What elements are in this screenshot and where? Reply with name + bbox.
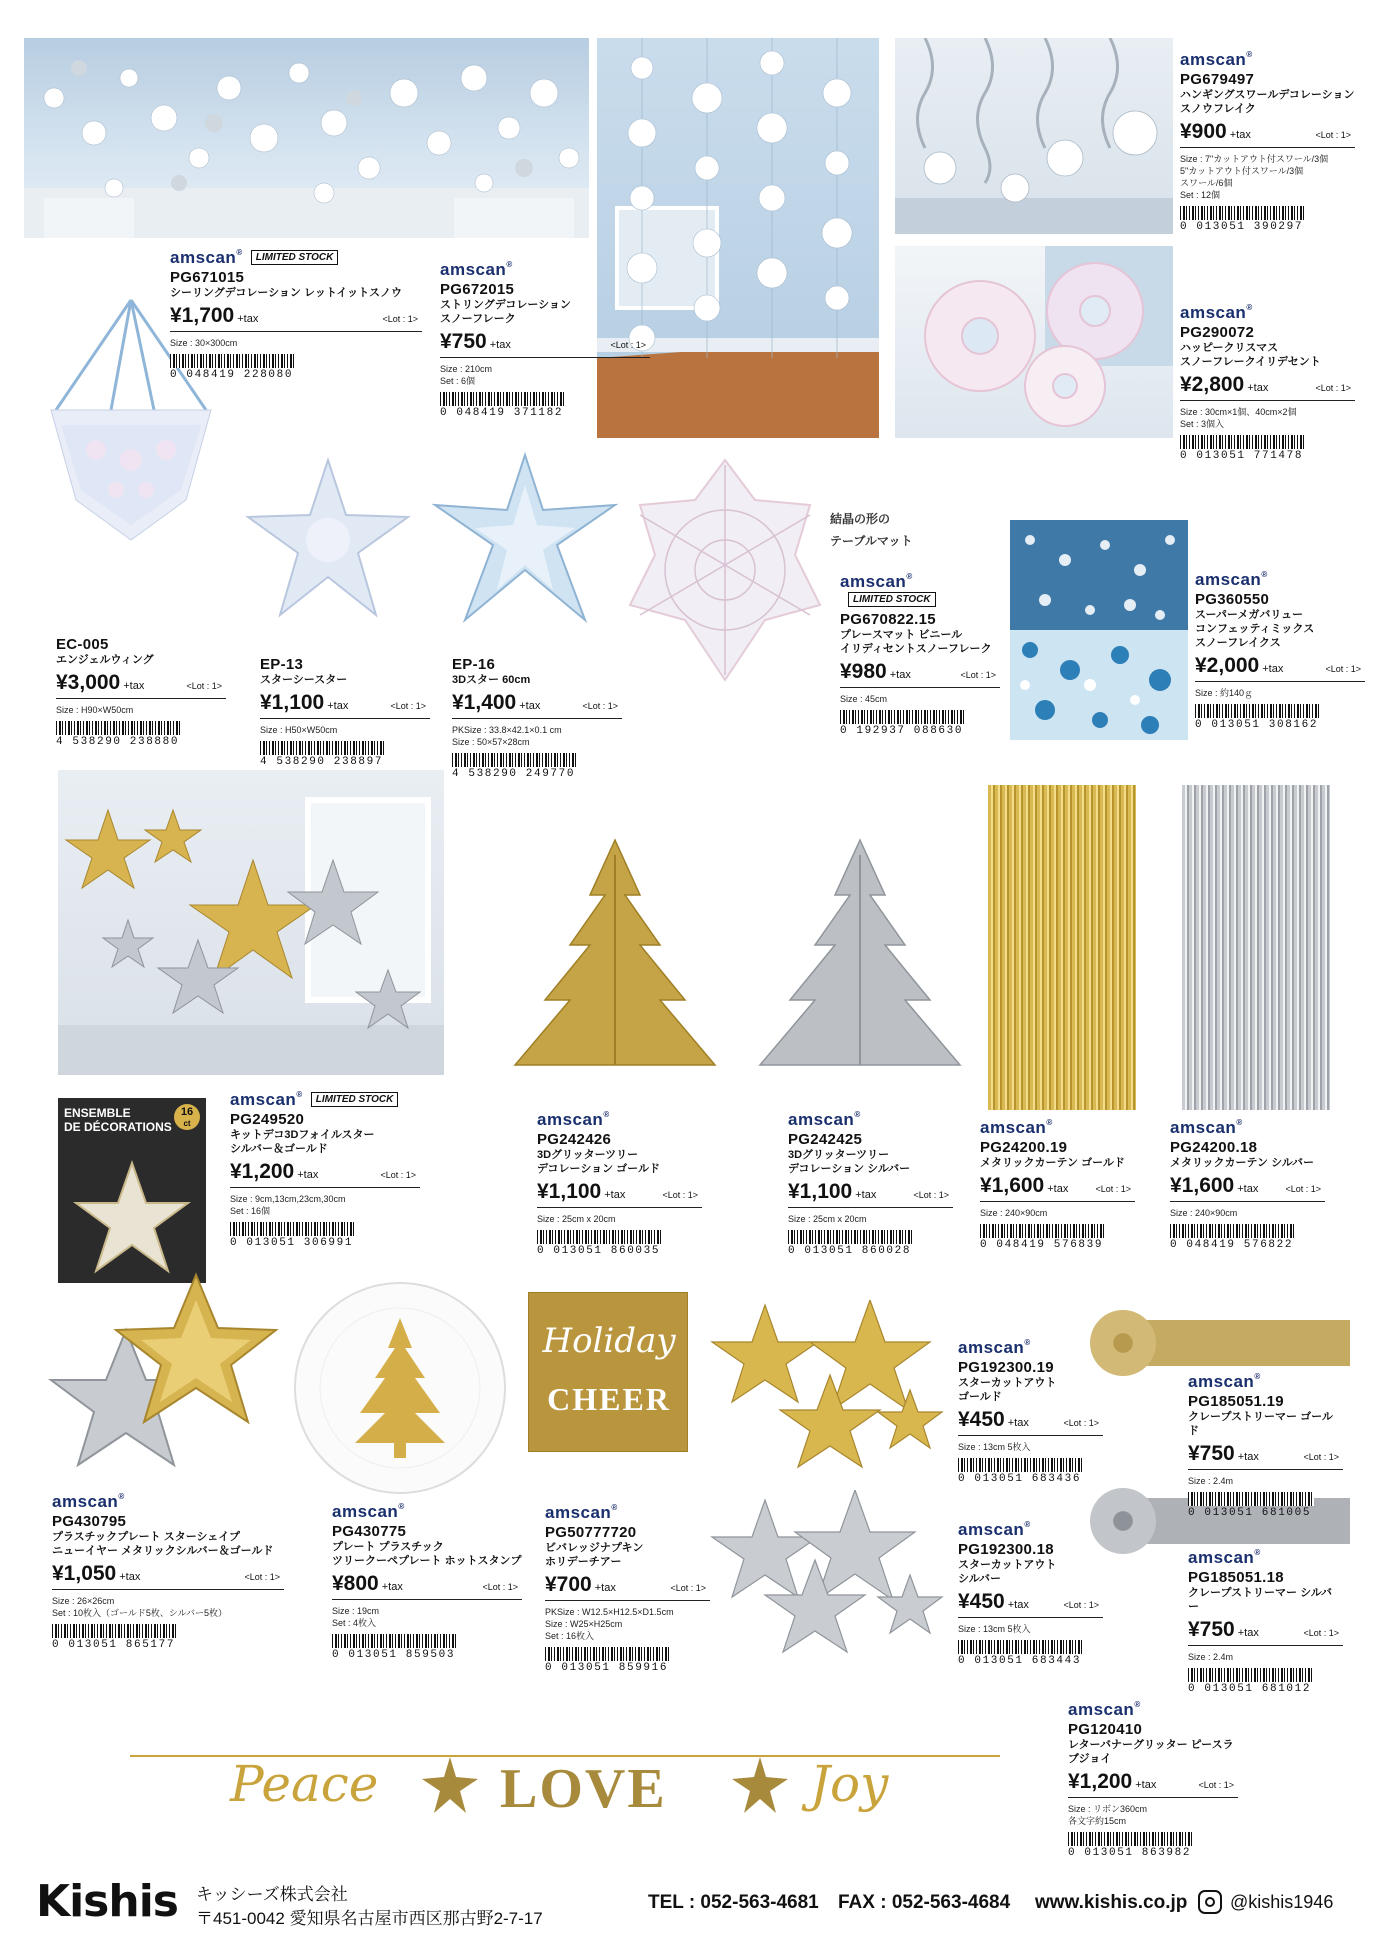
- brand-logo: amscan ®: [170, 248, 243, 268]
- tax-label: +tax: [1007, 1599, 1029, 1611]
- tax-label: +tax: [489, 339, 511, 351]
- product-spec: Size : 19cm: [332, 1606, 380, 1616]
- barcode-bars: [545, 1647, 671, 1661]
- product-code: PG185051.19: [1188, 1393, 1284, 1410]
- product-name: 3Dグリッターツリー: [788, 1149, 890, 1161]
- tax-label: +tax: [1007, 1417, 1029, 1429]
- product-code: PG290072: [1180, 324, 1255, 341]
- product-spec: Size : 30cm×1個、40cm×2個: [1180, 407, 1297, 417]
- product-price: ¥2,000: [1195, 654, 1260, 677]
- product-spec: Size : 2.4m: [1188, 1652, 1234, 1662]
- product-name: コンフェッティミックス: [1195, 623, 1315, 635]
- product-spec: Size : H50×W50cm: [260, 725, 338, 735]
- barcode-number: 0 048419 576822: [1170, 1239, 1294, 1251]
- product-spec: Size : 25cm x 20cm: [788, 1214, 867, 1224]
- product-price: ¥450: [958, 1590, 1005, 1613]
- product-name: 3Dスター 60cm: [452, 674, 531, 686]
- product-name: プレースマット ビニール: [840, 629, 963, 641]
- product-name: イリディセントスノーフレーク: [840, 643, 992, 655]
- lot-label: <Lot : 1>: [913, 1190, 949, 1200]
- product-spec: Size : H90×W50cm: [56, 705, 134, 715]
- product-p5: [56, 635, 226, 748]
- tax-label: +tax: [889, 669, 911, 681]
- product-p16: [332, 1502, 522, 1661]
- product-price: ¥1,400: [452, 691, 517, 714]
- brand-logo: amscan ®: [440, 260, 513, 280]
- product-code: PG185051.18: [1188, 1569, 1284, 1586]
- product-spec: Set : 6個: [440, 376, 476, 386]
- product-code: EP-13: [260, 656, 304, 673]
- tax-label: +tax: [519, 700, 541, 712]
- barcode-number: 0 048419 228080: [170, 369, 294, 381]
- product-p11: [537, 1110, 702, 1257]
- tax-label: +tax: [237, 313, 259, 325]
- product-name: ストリングデコレーション: [440, 299, 571, 311]
- product-price: ¥1,100: [537, 1180, 602, 1203]
- limited-stock-badge: LIMITED STOCK: [311, 1092, 399, 1107]
- product-name: クレープストリーマー ゴールド: [1188, 1411, 1333, 1437]
- product-code: PG670822.15: [840, 611, 936, 628]
- product-p3: [1180, 50, 1355, 233]
- barcode-bars: [332, 1634, 458, 1648]
- tax-label: +tax: [1262, 663, 1284, 675]
- product-price: ¥750: [1188, 1442, 1235, 1465]
- barcode-number: 0 013051 859503: [332, 1649, 456, 1661]
- tax-label: +tax: [123, 680, 145, 692]
- product-price: ¥900: [1180, 120, 1227, 143]
- product-code: PG360550: [1195, 591, 1270, 608]
- photo-gold-curtain: [988, 785, 1136, 1110]
- barcode-bars: [1188, 1668, 1314, 1682]
- brand-logo: amscan ®: [332, 1502, 405, 1522]
- product-p8: [840, 572, 1000, 737]
- photo-swirl-snowflake: [895, 38, 1173, 234]
- photo-gold-star-cutouts: [710, 1300, 945, 1470]
- product-name: エンジェルウィング: [56, 654, 154, 666]
- product-code: PG50777720: [545, 1524, 637, 1541]
- lot-label: <Lot : 1>: [244, 1572, 280, 1582]
- product-name: プラスチックプレート スターシェイプ: [52, 1531, 240, 1543]
- barcode-number: 0 013051 863982: [1068, 1847, 1192, 1859]
- product-price: ¥1,200: [1068, 1770, 1133, 1793]
- product-name: シルバー: [958, 1573, 1001, 1585]
- barcode-bars: [840, 710, 966, 724]
- product-name: スターシースター: [260, 674, 348, 686]
- brand-logo: amscan ®: [1188, 1372, 1261, 1392]
- brand-logo: amscan ®: [1188, 1548, 1261, 1568]
- product-spec: Set : 3個入: [1180, 419, 1225, 429]
- product-p22: [1068, 1700, 1238, 1859]
- barcode-number: 4 538290 238897: [260, 756, 384, 768]
- brand-logo: amscan ®: [1068, 1700, 1141, 1720]
- barcode-bars: [1180, 435, 1306, 449]
- tax-label: +tax: [604, 1189, 626, 1201]
- lot-label: <Lot : 1>: [1315, 130, 1351, 140]
- product-spec: Size : 約140ｇ: [1195, 688, 1254, 698]
- tax-label: +tax: [327, 700, 349, 712]
- product-code: PG192300.18: [958, 1541, 1054, 1558]
- barcode-number: 0 013051 865177: [52, 1639, 176, 1651]
- brand-logo: amscan ®: [788, 1110, 861, 1130]
- product-name: キットデコ3Dフォイルスター: [230, 1129, 375, 1141]
- footer-address: 〒451-0042 愛知県名古屋市西区那古野2-7-17: [196, 1909, 543, 1928]
- barcode-number: 0 013051 306991: [230, 1237, 354, 1249]
- product-spec: Size : 30×300cm: [170, 338, 238, 348]
- package-count-badge: 16 ct: [174, 1104, 200, 1130]
- barcode-number: 0 013051 860028: [788, 1245, 912, 1257]
- product-price: ¥800: [332, 1572, 379, 1595]
- photo-iridescent-fans: [895, 246, 1173, 438]
- product-price: ¥980: [840, 660, 887, 683]
- lot-label: <Lot : 1>: [670, 1583, 706, 1593]
- product-code: PG430775: [332, 1523, 407, 1540]
- brand-logo: amscan ®: [1180, 50, 1253, 70]
- product-p15: [52, 1492, 284, 1651]
- lot-label: <Lot : 1>: [1303, 1628, 1339, 1638]
- lot-label: <Lot : 1>: [390, 701, 426, 711]
- lot-label: <Lot : 1>: [610, 340, 646, 350]
- product-price: ¥1,600: [1170, 1174, 1235, 1197]
- product-p17: [545, 1503, 710, 1674]
- lot-label: <Lot : 1>: [1325, 664, 1361, 674]
- lot-label: <Lot : 1>: [1198, 1780, 1234, 1790]
- brand-logo: amscan ®: [230, 1090, 303, 1110]
- product-code: PG24200.19: [980, 1139, 1068, 1156]
- product-spec: Size : 240×90cm: [1170, 1208, 1238, 1218]
- product-p19: [1188, 1372, 1343, 1519]
- product-spec: Set : 12個: [1180, 190, 1221, 200]
- lot-label: <Lot : 1>: [960, 670, 996, 680]
- product-p20: [958, 1520, 1103, 1667]
- brand-logo: amscan ®: [840, 572, 913, 592]
- tax-label: +tax: [1047, 1183, 1069, 1195]
- package-title: ENSEMBLE DE DÉCORATIONS: [64, 1106, 172, 1134]
- barcode-number: 0 013051 771478: [1180, 450, 1304, 462]
- product-name: スーパーメガバリュー: [1195, 609, 1304, 621]
- product-code: PG672015: [440, 281, 515, 298]
- tax-label: +tax: [1237, 1183, 1259, 1195]
- product-code: PG242426: [537, 1131, 612, 1148]
- product-name: スターカットアウト: [958, 1377, 1057, 1389]
- lot-label: <Lot : 1>: [1285, 1184, 1321, 1194]
- barcode-number: 0 013051 859916: [545, 1662, 669, 1674]
- product-name: デコレーション シルバー: [788, 1163, 911, 1175]
- lot-label: <Lot : 1>: [382, 314, 418, 324]
- product-p14: [1170, 1118, 1325, 1251]
- product-code: PG242425: [788, 1131, 863, 1148]
- product-p21: [1188, 1548, 1343, 1695]
- tax-label: +tax: [594, 1582, 616, 1594]
- product-code: EC-005: [56, 636, 109, 653]
- barcode-bars: [56, 721, 182, 735]
- footer-fax: FAX : 052-563-4684: [838, 1892, 1011, 1913]
- product-name: ハンギングスワールデコレーション: [1180, 89, 1355, 101]
- product-p12: [788, 1110, 953, 1257]
- barcode-bars: [1188, 1492, 1314, 1506]
- barcode-bars: [1180, 206, 1306, 220]
- product-price: ¥3,000: [56, 671, 121, 694]
- brand-logo: amscan ®: [1195, 570, 1268, 590]
- product-name: メタリックカーテン シルバー: [1170, 1157, 1315, 1169]
- product-code: PG679497: [1180, 71, 1255, 88]
- product-spec: Size : 25cm x 20cm: [537, 1214, 616, 1224]
- product-spec: 各文字約15cm: [1068, 1816, 1127, 1826]
- photo-star-plates: [36, 1270, 286, 1490]
- product-spec: PKSize : W12.5×H12.5×D1.5cm: [545, 1607, 674, 1617]
- product-name: ニューイヤー メタリックシルバー＆ゴールド: [52, 1545, 274, 1557]
- barcode-number: 0 013051 308162: [1195, 719, 1319, 731]
- product-spec: Size : 9cm,13cm,23cm,30cm: [230, 1194, 346, 1204]
- product-price: ¥450: [958, 1408, 1005, 1431]
- product-price: ¥2,800: [1180, 373, 1245, 396]
- limited-stock-badge: LIMITED STOCK: [848, 592, 936, 607]
- product-name: レターバナーグリッター ピースラブジョイ: [1068, 1739, 1234, 1765]
- lot-label: <Lot : 1>: [482, 1582, 518, 1592]
- product-p1: [170, 248, 422, 381]
- lot-label: <Lot : 1>: [380, 1170, 416, 1180]
- barcode-number: 4 538290 238880: [56, 736, 180, 748]
- product-spec: Set : 16個: [230, 1206, 271, 1216]
- napkin-script-text: Holiday: [542, 1321, 676, 1361]
- photo-hanging-stars: [58, 770, 444, 1075]
- lot-label: <Lot : 1>: [662, 1190, 698, 1200]
- product-p2: [440, 260, 650, 419]
- product-spec: Size : 240×90cm: [980, 1208, 1048, 1218]
- product-name: ハッピークリスマス: [1180, 342, 1279, 354]
- brand-logo: amscan ®: [958, 1338, 1031, 1358]
- brand-logo: amscan ®: [1180, 303, 1253, 323]
- product-name: ツリークーペプレート ホットスタンプ: [332, 1555, 522, 1567]
- barcode-bars: [958, 1640, 1084, 1654]
- lot-label: <Lot : 1>: [1315, 383, 1351, 393]
- tax-label: +tax: [855, 1189, 877, 1201]
- product-price: ¥700: [545, 1573, 592, 1596]
- lot-label: <Lot : 1>: [1063, 1418, 1099, 1428]
- footer-logo: Kishis: [36, 1876, 178, 1927]
- barcode-bars: [170, 354, 296, 368]
- product-code: PG671015: [170, 269, 245, 286]
- product-price: ¥1,200: [230, 1160, 295, 1183]
- product-price: ¥1,600: [980, 1174, 1045, 1197]
- product-spec: Size : リボン360cm: [1068, 1804, 1148, 1814]
- barcode-bars: [980, 1224, 1106, 1238]
- lot-label: <Lot : 1>: [1303, 1452, 1339, 1462]
- banner-peace-text: Peace: [230, 1755, 379, 1813]
- photo-tree-plate: [290, 1278, 510, 1498]
- brand-logo: amscan ®: [1170, 1118, 1243, 1138]
- footer-tel: TEL : 052-563-4681: [648, 1892, 819, 1913]
- product-name: スノーフレイクス: [1195, 637, 1281, 649]
- photo-gold-tree: [500, 835, 730, 1095]
- lot-label: <Lot : 1>: [582, 701, 618, 711]
- product-price: ¥750: [440, 330, 487, 353]
- product-code: PG192300.19: [958, 1359, 1054, 1376]
- brand-logo: amscan ®: [958, 1520, 1031, 1540]
- photo-kit-package: [58, 1098, 206, 1283]
- product-code: PG430795: [52, 1513, 127, 1530]
- product-name: メタリックカーテン ゴールド: [980, 1157, 1125, 1169]
- product-price: ¥1,100: [788, 1180, 853, 1203]
- footer: [0, 1858, 1384, 1956]
- brand-logo: amscan ®: [980, 1118, 1053, 1138]
- photo-ceiling-snowflakes: [24, 38, 589, 238]
- instagram-icon: [1198, 1890, 1222, 1914]
- product-name: 3Dグリッターツリー: [537, 1149, 639, 1161]
- photo-star-sea-star: [238, 455, 418, 625]
- tax-label: +tax: [119, 1571, 141, 1583]
- barcode-number: 0 013051 390297: [1180, 221, 1304, 233]
- banner-love-text: LOVE: [500, 1758, 667, 1820]
- brand-logo: amscan ®: [52, 1492, 125, 1512]
- photo-silver-tree: [745, 835, 975, 1095]
- brand-logo: amscan ®: [545, 1503, 618, 1523]
- product-price: ¥1,700: [170, 304, 235, 327]
- product-p7: [452, 655, 622, 780]
- product-code: PG24200.18: [1170, 1139, 1258, 1156]
- photo-peace-love-joy-banner: [130, 1725, 1000, 1835]
- photo-silver-star-cutouts: [705, 1490, 945, 1660]
- lot-label: <Lot : 1>: [1095, 1184, 1131, 1194]
- barcode-number: 0 013051 683443: [958, 1655, 1082, 1667]
- product-name: ビバレッジナプキン: [545, 1542, 644, 1554]
- barcode-bars: [1195, 704, 1321, 718]
- barcode-bars: [1068, 1832, 1194, 1846]
- product-name: スノーフレークイリデセント: [1180, 356, 1321, 368]
- product-p10: [230, 1090, 420, 1249]
- tax-label: +tax: [381, 1581, 403, 1593]
- napkin-block-text: CHEER: [547, 1381, 671, 1417]
- barcode-bars: [788, 1230, 914, 1244]
- product-name: ホリデーチアー: [545, 1556, 622, 1568]
- product-spec: 5"カットアウト付スワール/3個: [1180, 166, 1304, 176]
- product-spec: Set : 16枚入: [545, 1631, 595, 1641]
- footer-instagram: @kishis1946: [1230, 1892, 1334, 1912]
- product-price: ¥1,100: [260, 691, 325, 714]
- photo-placemat-snowflake: [625, 455, 825, 685]
- product-spec: Size : 7"カットアウト付スワール/3個: [1180, 154, 1329, 164]
- photo-silver-curtain: [1182, 785, 1330, 1110]
- barcode-bars: [537, 1230, 663, 1244]
- lot-label: <Lot : 1>: [1063, 1600, 1099, 1610]
- product-name: ゴールド: [958, 1391, 1002, 1403]
- barcode-number: 0 013051 681012: [1188, 1683, 1312, 1695]
- product-p6: [260, 655, 430, 768]
- photo-holiday-cheer-napkin: [528, 1292, 688, 1452]
- barcode-number: 0 048419 576839: [980, 1239, 1104, 1251]
- barcode-number: 0 192937 088630: [840, 725, 964, 737]
- barcode-number: 4 538290 249770: [452, 768, 576, 780]
- barcode-bars: [52, 1624, 178, 1638]
- product-p9: [1195, 570, 1365, 731]
- tax-label: +tax: [1135, 1779, 1157, 1791]
- footer-company: キッシーズ株式会社: [196, 1885, 348, 1904]
- lot-label: <Lot : 1>: [186, 681, 222, 691]
- product-code: PG249520: [230, 1111, 305, 1128]
- barcode-number: 0 013051 681005: [1188, 1507, 1312, 1519]
- product-spec: スワール/6個: [1180, 178, 1233, 188]
- product-spec: PKSize : 33.8×42.1×0.1 cm: [452, 725, 562, 735]
- product-p4: [1180, 303, 1355, 462]
- product-p18: [958, 1338, 1103, 1485]
- product-spec: Size : 26×26cm: [52, 1596, 115, 1606]
- product-code: PG120410: [1068, 1721, 1143, 1738]
- product-name: プレート プラスチック: [332, 1541, 444, 1553]
- barcode-number: 0 013051 860035: [537, 1245, 661, 1257]
- limited-stock-badge: LIMITED STOCK: [251, 250, 339, 265]
- barcode-number: 0 013051 683436: [958, 1473, 1082, 1485]
- barcode-bars: [958, 1458, 1084, 1472]
- product-spec: Size : 45cm: [840, 694, 888, 704]
- photo-3d-star: [425, 450, 625, 630]
- tax-label: +tax: [1247, 382, 1269, 394]
- product-code: EP-16: [452, 656, 496, 673]
- product-name: スノウフレイク: [1180, 103, 1256, 115]
- product-name: スノーフレーク: [440, 313, 516, 325]
- product-spec: Size : 13cm 5枚入: [958, 1624, 1031, 1634]
- product-name: デコレーション ゴールド: [537, 1163, 660, 1175]
- barcode-bars: [260, 741, 386, 755]
- product-spec: Set : 4枚入: [332, 1618, 377, 1628]
- product-name: スターカットアウト: [958, 1559, 1057, 1571]
- product-spec: Size : W25×H25cm: [545, 1619, 623, 1629]
- barcode-number: 0 048419 371182: [440, 407, 564, 419]
- product-price: ¥750: [1188, 1618, 1235, 1641]
- brand-logo: amscan ®: [537, 1110, 610, 1130]
- barcode-bars: [230, 1222, 356, 1236]
- tax-label: +tax: [1237, 1627, 1259, 1639]
- tax-label: +tax: [297, 1169, 319, 1181]
- barcode-bars: [452, 753, 578, 767]
- banner-joy-text: Joy: [810, 1755, 889, 1813]
- product-price: ¥1,050: [52, 1562, 117, 1585]
- product-name: クレープストリーマー シルバー: [1188, 1587, 1333, 1613]
- product-name: シーリングデコレーション レットイットスノウ: [170, 287, 402, 299]
- tax-label: +tax: [1237, 1451, 1259, 1463]
- product-name: シルバー＆ゴールド: [230, 1143, 328, 1155]
- product-spec: Set : 10枚入（ゴールド5枚、シルバー5枚）: [52, 1608, 227, 1618]
- product-spec: Size : 50×57×28cm: [452, 737, 530, 747]
- product-spec: Size : 210cm: [440, 364, 493, 374]
- product-spec: Size : 2.4m: [1188, 1476, 1234, 1486]
- footer-web: www.kishis.co.jp: [1035, 1892, 1188, 1913]
- placemat-note: 結晶の形の テーブルマット: [830, 512, 913, 548]
- product-p13: [980, 1118, 1135, 1251]
- photo-confetti: [1010, 520, 1188, 740]
- barcode-bars: [440, 392, 566, 406]
- product-spec: Size : 13cm 5枚入: [958, 1442, 1031, 1452]
- photo-gold-streamer: [1090, 1310, 1350, 1380]
- barcode-bars: [1170, 1224, 1296, 1238]
- tax-label: +tax: [1229, 129, 1251, 141]
